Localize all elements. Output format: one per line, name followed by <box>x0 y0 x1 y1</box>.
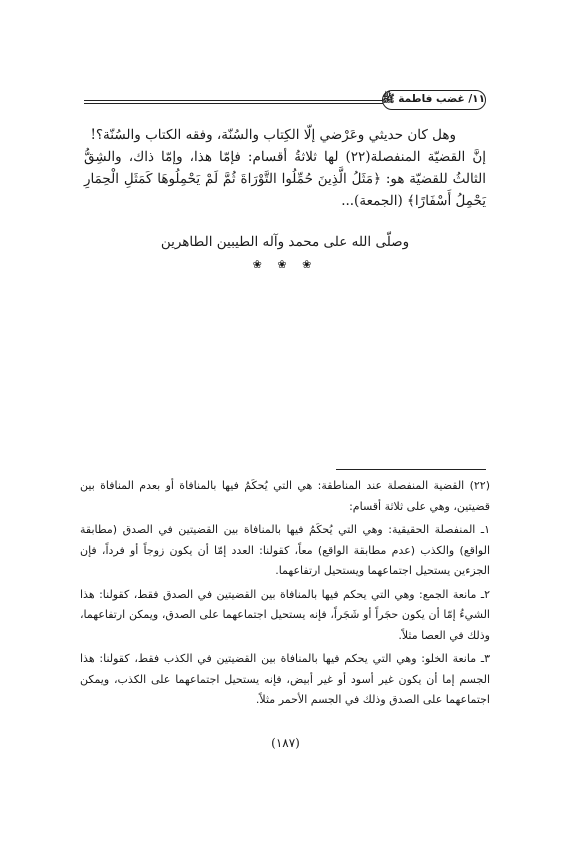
footnote-rule <box>336 469 486 470</box>
main-text <box>84 124 486 212</box>
ornament-divider: ❀ ❀ ❀ <box>252 258 318 271</box>
footnote-22: (٢٢) القضية المنفصلة عند المناطقة: هي التي يُحكَمُ فيها بالمنافاة أو بعدم المنافاة بين قضيتين، وهي على ثلاثة أقسام: <box>80 479 490 513</box>
page-number: (١٨٧) <box>271 736 300 750</box>
footnote-item-3: ٣ـ مانعة الخلو: وهي التي يحكم فيها بالمنافاة بين القضيتين في الكذب فقط، كقولنا: هذا الجسم إما أن يكون غير أسود أو غير أبيض، فإنه يستحيل اجتماعهما على الكذب، ويمكن اجتماعهما على الصدق وذلك في الجسم الأحمر مثلاً. <box>80 652 490 706</box>
footnote-item-2: ٢ـ مانعة الجمع: وهي التي يحكم فيها بالمنافاة بين القضيتين في الصدق فقط، كقولنا: هذا الشيءُ إمّا أن يكون حجَراً أو شَجَراً، فإنه يستحيل اجتماعهما على الصدق، ويمكن ارتفاعهما، وذلك في العصا مثلاً. <box>80 587 490 642</box>
running-title: ١١/ غضب فاطمة ﷺ <box>382 90 486 110</box>
footnote-item-1: ١ـ المنفصلة الحقيقية: وهي التي يُحكَمُ فيها بالمنافاة بين القضيتين في الصدق (مطابقة الواقع) والكذب (عدم مطابقة الواقع) معاً، كقولنا: العدد إمّا أن يكون زوجاً أو فرداً، فإن الجزءين يستحيل اجتماعهما ويستحيل ارتفاعهما. <box>80 523 490 577</box>
running-header <box>84 90 486 112</box>
body-paragraph-1: وهل كان حديثي وعَرْضي إلّا الكِتاب والسُنّة، وفقه الكتاب والسُنّة؟! <box>90 127 456 143</box>
body-paragraph-2: إنَّ القضيّة المنفصلة(٢٢) لها ثلاثةُ أقسام: فإمّا هذا، وإمّا ذاك، والشِقُّ الثالثُ للقضيّة هو: ﴿مَثَلُ الَّذِينَ حُمِّلُوا التَّوْرَاةَ ثُمَّ لَمْ يَحْمِلُوهَا كَمَثَلِ الْحِمَارِ يَحْمِلُ أَسْفَارًا﴾ (الجمعة)... <box>84 149 486 209</box>
closing-salawat: وصلّى الله على محمد وآله الطيبين الطاهرين <box>160 234 410 250</box>
footnotes <box>80 476 490 714</box>
header-rule <box>84 100 386 104</box>
